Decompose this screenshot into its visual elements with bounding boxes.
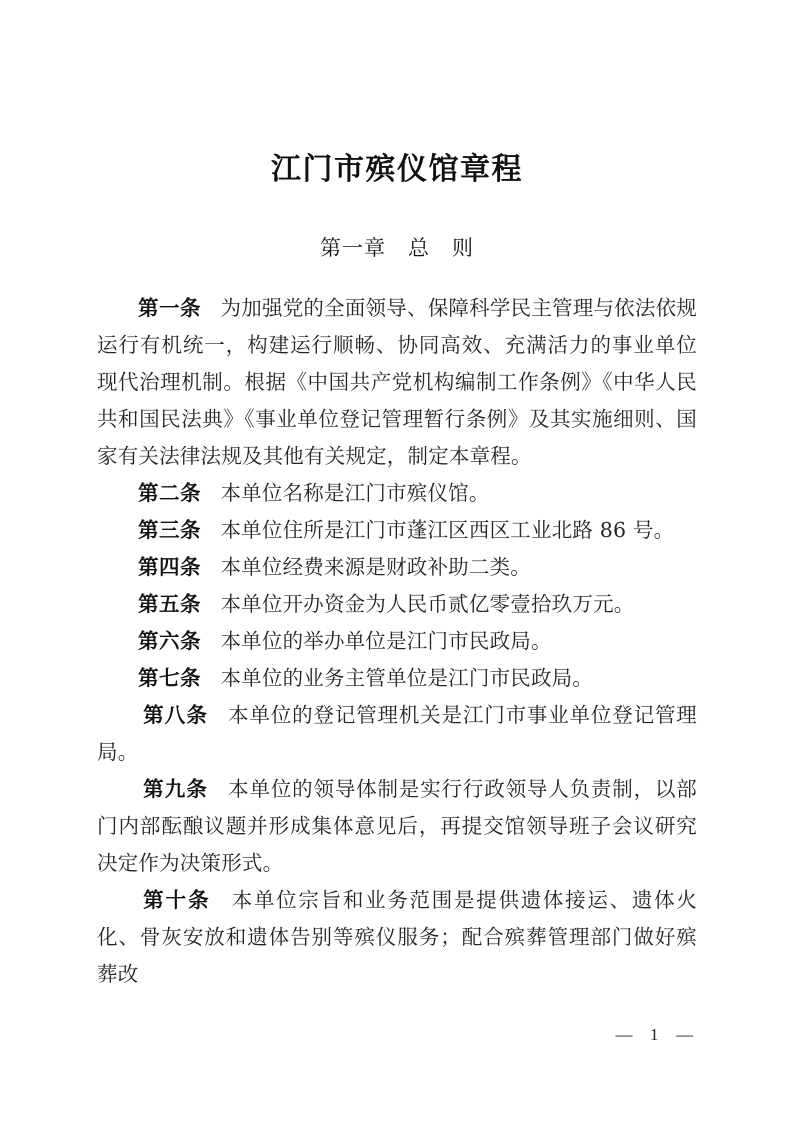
- document-title: 江门市殡仪馆章程: [271, 152, 523, 187]
- article-6-text: 本单位的举办单位是江门市民政局。: [220, 629, 552, 654]
- article-4-text: 本单位经费来源是财政补助二类。: [220, 555, 531, 580]
- article-10: [97, 882, 697, 993]
- article-1-label: 第一条: [138, 296, 202, 321]
- article-5-label: 第五条: [138, 592, 201, 617]
- article-3-text: 本单位住所是江门市蓬江区西区工业北路 86 号。: [220, 518, 675, 543]
- article-10-text: 本单位宗旨和业务范围是提供遗体接运、遗体火化、骨灰安放和遗体告别等殡仪服务；配合殡葬管理部门做好殡葬改: [97, 888, 698, 987]
- articles-body: [97, 261, 697, 993]
- article-7-text: 本单位的业务主管单位是江门市民政局。: [220, 666, 594, 691]
- article-9-label: 第九条: [143, 777, 209, 802]
- article-8-text: 本单位的登记管理机关是江门市事业单位登记管理局。: [97, 703, 697, 765]
- article-1: [97, 290, 697, 475]
- article-7: [97, 660, 697, 697]
- article-3: [97, 512, 697, 549]
- page-number-footer: — 1 —: [615, 1025, 696, 1044]
- article-8-label: 第八条: [143, 703, 209, 728]
- article-3-label: 第三条: [138, 518, 201, 543]
- article-2: [97, 475, 697, 512]
- chapter-heading: 第一章 总 则: [320, 236, 474, 260]
- article-9-text: 本单位的领导体制是实行行政领导人负责制，以部门内部酝酿议题并形成集体意见后，再提交馆领导班子会议研究决定作为决策形式。: [97, 777, 697, 876]
- article-2-text: 本单位名称是江门市殡仪馆。: [220, 481, 490, 506]
- page-content-area: [97, 0, 697, 993]
- article-9: [97, 771, 697, 882]
- article-5: [97, 586, 697, 623]
- article-10-label: 第十条: [143, 888, 211, 913]
- article-8: [97, 697, 697, 771]
- article-4-label: 第四条: [138, 555, 201, 580]
- article-1-text: 为加强党的全面领导、保障科学民主管理与依法依规运行有机统一，构建运行顺畅、协同高效、充满活力的事业单位现代治理机制。根据《中国共产党机构编制工作条例》《中华人民共和国民法典》《事业单位登记管理暂行条例》及其实施细则、国家有关法律法规及其他有关规定，制定本章程。: [97, 296, 698, 469]
- article-2-label: 第二条: [138, 481, 201, 506]
- article-6-label: 第六条: [138, 629, 201, 654]
- article-5-text: 本单位开办资金为人民币贰亿零壹拾玖万元。: [220, 592, 635, 617]
- article-7-label: 第七条: [138, 666, 201, 691]
- article-4: [97, 549, 697, 586]
- article-6: [97, 623, 697, 660]
